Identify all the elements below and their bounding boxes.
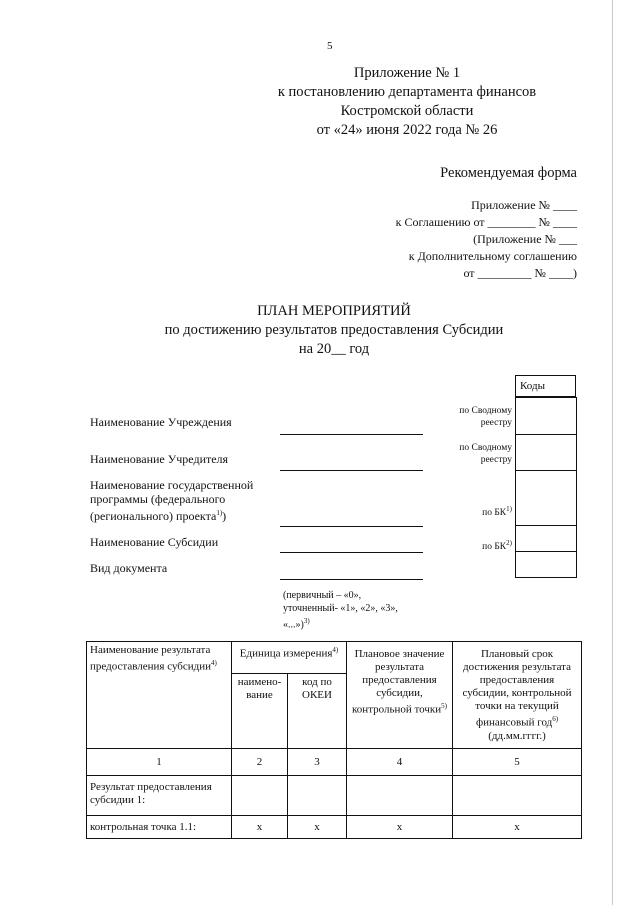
institution-label: Наименование Учреждения xyxy=(90,415,232,429)
row-label: Результат предоставления субсидии 1: xyxy=(87,776,232,816)
footnote-ref: 4) xyxy=(211,659,217,667)
bk-label-text: по БК xyxy=(482,508,507,519)
table-row xyxy=(87,776,582,816)
column-number: 4 xyxy=(347,749,453,776)
program-label-line: Наименование государственной xyxy=(90,478,254,492)
planned-date-header xyxy=(453,642,582,749)
appendix-line: от «24» июня 2022 года № 26 xyxy=(316,122,498,138)
header-text: Плановый срок достижения результата предоставления субсидии, контрольной точки на текущий финансовый год xyxy=(462,648,572,729)
header-text: Плановое значение результата предоставления субсидии, контрольной точки xyxy=(352,648,445,716)
doc-type-hint xyxy=(283,590,423,632)
hint-line xyxy=(283,615,423,632)
footnote-ref: 2) xyxy=(506,539,512,547)
header-text: Наименование результата предоставления субсидии xyxy=(90,644,212,673)
bk-label-text: по БК xyxy=(482,542,507,553)
bk-label-1 xyxy=(430,503,512,519)
document-title xyxy=(0,302,640,359)
table-row xyxy=(87,816,582,839)
title-line: на 20__ год xyxy=(298,341,370,357)
side-label-line: по Сводному xyxy=(459,443,512,453)
agreement-line: (Приложение № ___ xyxy=(473,232,577,246)
title-line: ПЛАН МЕРОПРИЯТИЙ xyxy=(257,303,411,319)
program-label-text: (регионального) проекта xyxy=(90,509,217,523)
column-number: 2 xyxy=(232,749,288,776)
code-cell-bk-subsidy[interactable] xyxy=(516,526,577,552)
appendix-line: Приложение № 1 xyxy=(353,65,461,81)
code-cell-registry-institution[interactable] xyxy=(516,398,577,435)
unit-name-header: наимено-вание xyxy=(232,674,288,749)
founder-field[interactable] xyxy=(280,470,423,471)
registry-label-2 xyxy=(430,442,512,466)
planned-value-header xyxy=(347,642,453,749)
registry-label-1 xyxy=(430,405,512,429)
table-cell: x xyxy=(288,816,347,839)
code-cell-registry-founder[interactable] xyxy=(516,435,577,471)
side-label-line: реестру xyxy=(480,418,512,428)
table-cell[interactable] xyxy=(232,776,288,816)
codes-header: Коды xyxy=(515,375,576,397)
footnote-ref: 3) xyxy=(303,617,310,625)
agreement-reference xyxy=(396,197,577,282)
hint-text: «...») xyxy=(283,619,304,631)
row-label: контрольная точка 1.1: xyxy=(87,816,232,839)
scan-edge-line xyxy=(612,0,613,905)
agreement-line: Приложение № ____ xyxy=(471,198,577,212)
codes-grid xyxy=(515,397,577,578)
program-label xyxy=(90,478,253,523)
column-number: 5 xyxy=(453,749,582,776)
doc-type-label: Вид документа xyxy=(90,561,168,575)
program-label-line: (регионального) проекта$^{1)}$) xyxy=(90,509,227,523)
table-cell[interactable] xyxy=(288,776,347,816)
doc-type-field[interactable] xyxy=(280,579,423,580)
column-number: 3 xyxy=(288,749,347,776)
footnote-ref: 4) xyxy=(332,646,339,654)
table-cell: x xyxy=(232,816,288,839)
bk-label-2 xyxy=(430,537,512,553)
subsidy-label: Наименование Субсидии xyxy=(90,535,219,549)
unit-header xyxy=(232,642,347,674)
title-line: по достижению результатов предоставления Субсидии xyxy=(164,322,504,338)
table-cell: x xyxy=(453,816,582,839)
subsidy-field[interactable] xyxy=(280,552,423,553)
side-label-line: по Сводному xyxy=(459,406,512,416)
table-cell[interactable] xyxy=(453,776,582,816)
code-cell-doc-type[interactable] xyxy=(516,552,577,578)
recommended-form-label: Рекомендуемая форма xyxy=(440,165,577,181)
agreement-line: от _________ № ____) xyxy=(463,266,577,280)
appendix-header xyxy=(247,64,567,140)
hint-line: уточненный- «1», «2», «3», xyxy=(283,602,398,614)
program-field[interactable] xyxy=(280,526,423,527)
result-name-header xyxy=(87,642,232,749)
program-label-line: программы (федерального xyxy=(90,492,226,506)
header-text: Единица измерения xyxy=(239,647,333,660)
unit-code-header: код по ОКЕИ xyxy=(288,674,347,749)
code-cell-bk-program[interactable] xyxy=(516,471,577,526)
agreement-line: к Соглашению от ________ № ____ xyxy=(395,215,577,229)
column-number: 1 xyxy=(87,749,232,776)
page-number: 5 xyxy=(327,40,333,52)
footnote-ref: 1) xyxy=(506,505,512,513)
institution-field[interactable] xyxy=(280,434,423,435)
date-format: (дд.мм.гггг.) xyxy=(488,729,546,742)
table-cell: x xyxy=(347,816,453,839)
founder-label: Наименование Учредителя xyxy=(90,452,229,466)
footnote-ref: 6) xyxy=(552,715,559,723)
hint-line: (первичный – «0», xyxy=(283,590,362,601)
agreement-line: к Дополнительному соглашению xyxy=(408,249,577,263)
table-cell[interactable] xyxy=(347,776,453,816)
side-label-line: реестру xyxy=(480,455,512,465)
appendix-line: к постановлению департамента финансов xyxy=(277,84,537,100)
footnote-ref: 1) xyxy=(216,509,223,517)
footnote-ref: 5) xyxy=(441,702,447,710)
appendix-line: Костромской области xyxy=(340,103,474,119)
plan-table xyxy=(86,641,582,839)
